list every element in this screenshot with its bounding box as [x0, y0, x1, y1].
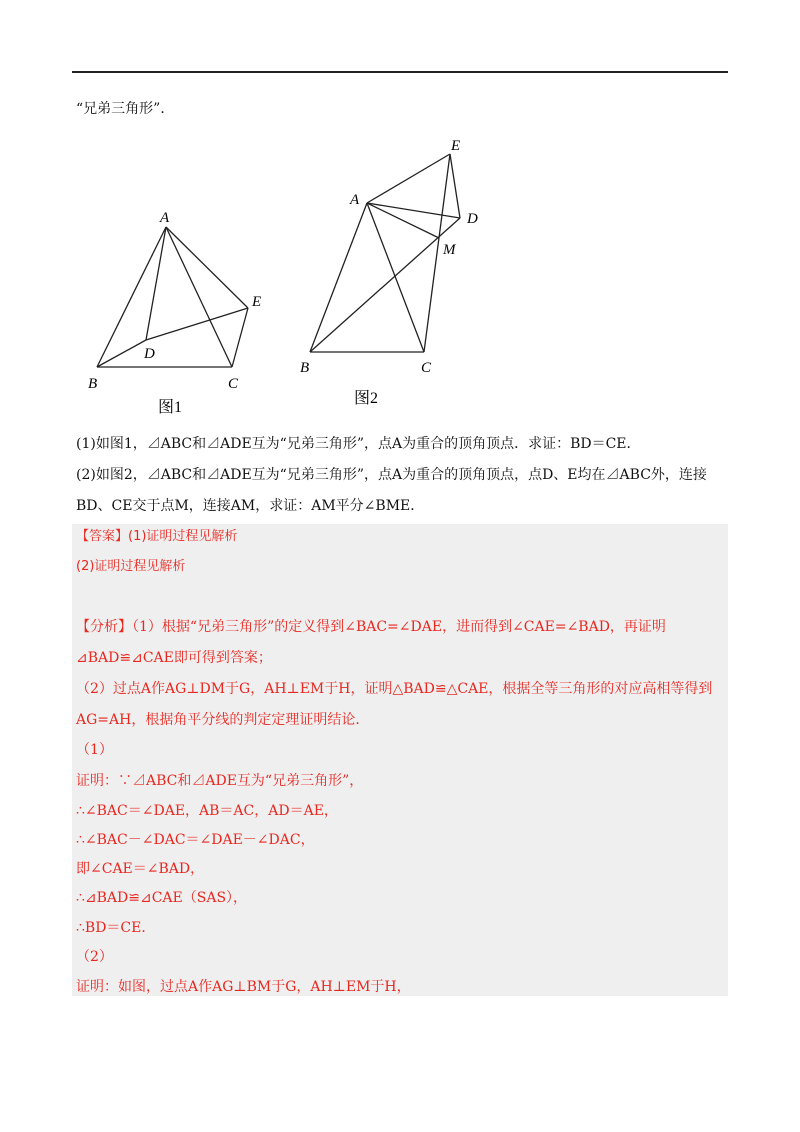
- figure-2: [290, 130, 510, 420]
- solution-step-4: 即∠CAE＝∠BAD，: [76, 861, 205, 877]
- fig1-edge-ac: [166, 227, 232, 367]
- question-2-line-1: (2)如图2，⊿ABC和⊿ADE互为“兄弟三角形”，点A为重合的顶角顶点，点D、E均在⊿ABC外，连接: [76, 467, 707, 483]
- fig2-edge-ed: [450, 154, 460, 218]
- fig1-label-b: B: [88, 376, 98, 392]
- solution-step-3: ∴∠BAC－∠DAC＝∠DAE－∠DAC，: [76, 832, 315, 848]
- fig1-edge-ab: [97, 227, 166, 367]
- fig1-edge-ae: [166, 227, 248, 308]
- fig2-label-d: D: [467, 211, 478, 227]
- fig2-label-m: M: [443, 242, 456, 258]
- fig1-edge-ce: [232, 308, 248, 367]
- analysis-text-1: （1）根据“兄弟三角形”的定义得到∠BAC=∠DAE，进而得到∠CAE=∠BAD，再证明: [132, 619, 666, 635]
- solution-step-2: ∴∠BAC＝∠DAE，AB＝AC，AD＝AE，: [76, 803, 338, 819]
- fig2-edge-ae: [367, 154, 450, 203]
- answer-1: (1)证明过程见解析: [128, 529, 238, 544]
- solution-step-1: 证明：∵⊿ABC和⊿ADE互为“兄弟三角形”，: [76, 773, 364, 789]
- fig2-label-b: B: [300, 360, 310, 376]
- analysis-line-1: [76, 617, 666, 637]
- analysis-tag: 【分析】: [76, 619, 132, 635]
- fig2-label-e: E: [451, 138, 461, 154]
- solution-step-6: ∴BD＝CE．: [76, 920, 156, 936]
- fig1-label-d: D: [144, 346, 155, 362]
- top-rule: [72, 71, 728, 73]
- fig1-label-a: A: [160, 210, 170, 226]
- analysis-line-4: AG=AH，根据角平分线的判定定理证明结论．: [76, 712, 370, 728]
- fig1-label-e: E: [252, 294, 262, 310]
- fig2-edge-bd: [310, 218, 460, 352]
- fig1-edge-de: [146, 308, 248, 340]
- figure-1: [80, 200, 280, 420]
- fig1-caption: 图1: [158, 399, 183, 416]
- question-1: (1)如图1，⊿ABC和⊿ADE互为“兄弟三角形”，点A为重合的顶角顶点．求证：BD＝CE．: [76, 436, 641, 452]
- fig2-label-a: A: [350, 192, 360, 208]
- fig2-edge-ac: [367, 203, 424, 352]
- fig2-label-c: C: [421, 360, 432, 376]
- answer-panel: [72, 524, 728, 996]
- fig2-caption: 图2: [354, 390, 379, 407]
- fig1-label-c: C: [228, 376, 239, 392]
- intro-text: “兄弟三角形”．: [76, 101, 175, 117]
- solution-step-5: ∴⊿BAD≌⊿CAE（SAS），: [76, 890, 248, 906]
- fig2-edge-ab: [310, 203, 367, 352]
- analysis-line-2: ⊿BAD≌⊿CAE即可得到答案；: [76, 650, 272, 666]
- solution-step-7: 证明：如图，过点A作AG⊥BM于G，AH⊥EM于H，: [76, 979, 411, 995]
- answer-2: (2)证明过程见解析: [76, 559, 186, 574]
- solution-part-2-label: （2）: [76, 949, 113, 965]
- analysis-line-3: （2）过点A作AG⊥DM于G，AH⊥EM于H，证明△BAD≌△CAE，根据全等三角形的对应高相等得到: [76, 681, 713, 697]
- solution-part-1-label: （1）: [76, 742, 113, 758]
- question-2-line-2: BD、CE交于点M，连接AM，求证：AM平分∠BME．: [76, 498, 425, 514]
- fig1-edge-ad: [146, 227, 166, 340]
- answer-tag: 【答案】: [76, 529, 129, 544]
- answer-line-1: [76, 527, 237, 547]
